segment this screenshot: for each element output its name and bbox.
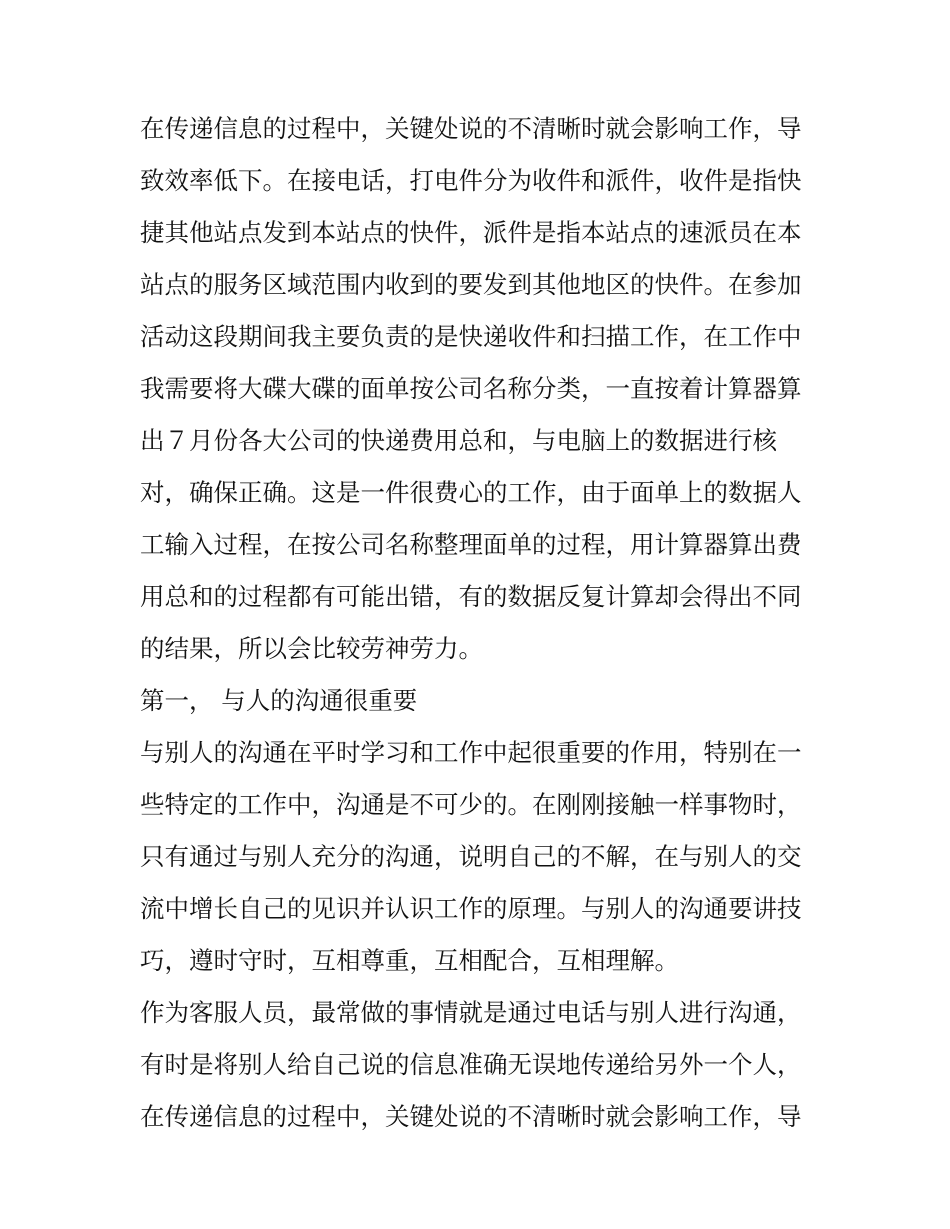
text-line: 工输入过程，在按公司名称整理面单的过程，用计算器算出费 bbox=[140, 530, 802, 559]
text-line: 出７月份各大公司的快递费用总和，与电脑上的数据进行核 bbox=[140, 426, 777, 455]
text-line: 些特定的工作中，沟通是不可少的。在刚刚接触一样事物时， bbox=[140, 790, 802, 819]
text-line: 站点的服务区域范围内收到的要发到其他地区的快件。在参加 bbox=[140, 270, 802, 299]
text-line: 活动这段期间我主要负责的是快递收件和扫描工作，在工作中 bbox=[140, 322, 802, 351]
text-line: 有时是将别人给自己说的信息准确无误地传递给另外一个人， bbox=[140, 1050, 802, 1079]
text-line: 的结果，所以会比较劳神劳力。 bbox=[140, 634, 483, 663]
section-heading: 第一， 与人的沟通很重要 bbox=[140, 686, 418, 715]
text-line: 用总和的过程都有可能出错，有的数据反复计算却会得出不同 bbox=[140, 582, 802, 611]
text-line: 捷其他站点发到本站点的快件，派件是指本站点的速派员在本 bbox=[140, 218, 802, 247]
text-line: 作为客服人员，最常做的事情就是通过电话与别人进行沟通， bbox=[140, 998, 802, 1027]
text-line: 致效率低下。在接电话，打电件分为收件和派件，收件是指快 bbox=[140, 166, 802, 195]
text-line: 巧，遵时守时，互相尊重，互相配合，互相理解。 bbox=[140, 946, 679, 975]
text-line: 只有通过与别人充分的沟通，说明自己的不解，在与别人的交 bbox=[140, 842, 802, 871]
text-line: 在传递信息的过程中，关键处说的不清晰时就会影响工作，导 bbox=[140, 114, 802, 143]
text-line: 在传递信息的过程中，关键处说的不清晰时就会影响工作，导 bbox=[140, 1102, 802, 1131]
text-line: 对，确保正确。这是一件很费心的工作，由于面单上的数据人 bbox=[140, 478, 802, 507]
text-line: 流中增长自己的见识并认识工作的原理。与别人的沟通要讲技 bbox=[140, 894, 802, 923]
text-line: 与别人的沟通在平时学习和工作中起很重要的作用，特别在一 bbox=[140, 738, 802, 767]
text-line: 我需要将大碟大碟的面单按公司名称分类，一直按着计算器算 bbox=[140, 374, 802, 403]
